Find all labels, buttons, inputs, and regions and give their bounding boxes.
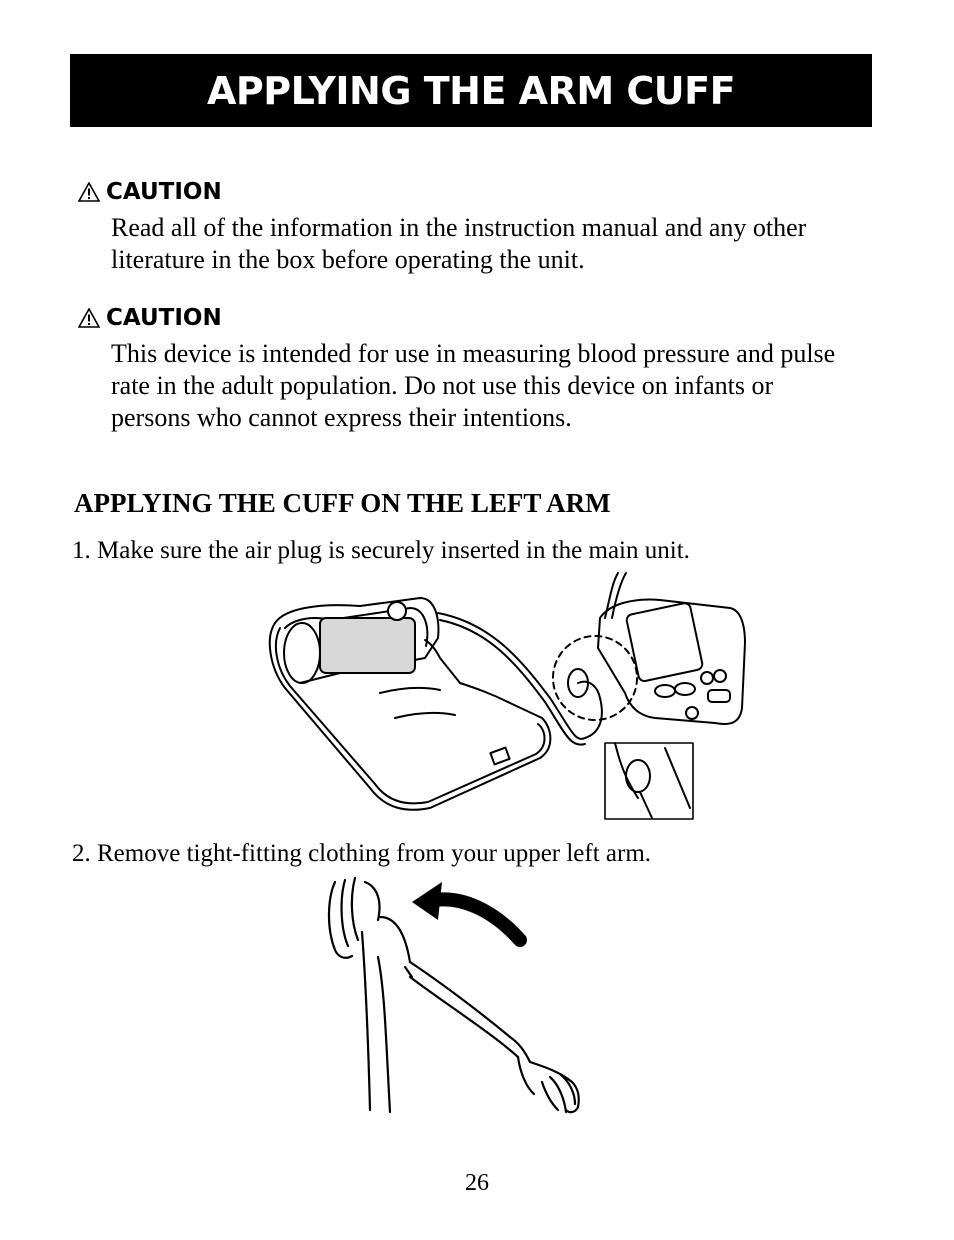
caution-text: This device is intended for use in measuring blood pressure and pulse rate in the adult population. Do not use this device on infants or persons who cannot express their intentions.: [111, 339, 836, 432]
cuff-and-monitor-illustration: [260, 568, 760, 824]
caution-header: [78, 304, 878, 332]
caution-block-1: [78, 178, 878, 276]
title-bar: [70, 54, 872, 127]
arm-illustration: [320, 872, 600, 1122]
caution-text: Read all of the information in the instruction manual and any other literature in the box before operating the unit.: [111, 213, 807, 274]
page-number: 26: [465, 1170, 489, 1196]
section-heading: APPLYING THE CUFF ON THE LEFT ARM: [74, 488, 611, 518]
warning-triangle-icon: [78, 182, 100, 202]
caution-label: CAUTION: [106, 305, 222, 331]
caution-header: [78, 178, 878, 206]
page-title: APPLYING THE ARM CUFF: [206, 68, 736, 113]
caution-label: CAUTION: [106, 179, 222, 205]
step-1-text: 1. Make sure the air plug is securely inserted in the main unit.: [72, 537, 690, 564]
warning-triangle-icon: [78, 308, 100, 328]
step-2-text: 2. Remove tight-fitting clothing from your upper left arm.: [72, 840, 652, 867]
caution-block-2: [78, 304, 878, 434]
